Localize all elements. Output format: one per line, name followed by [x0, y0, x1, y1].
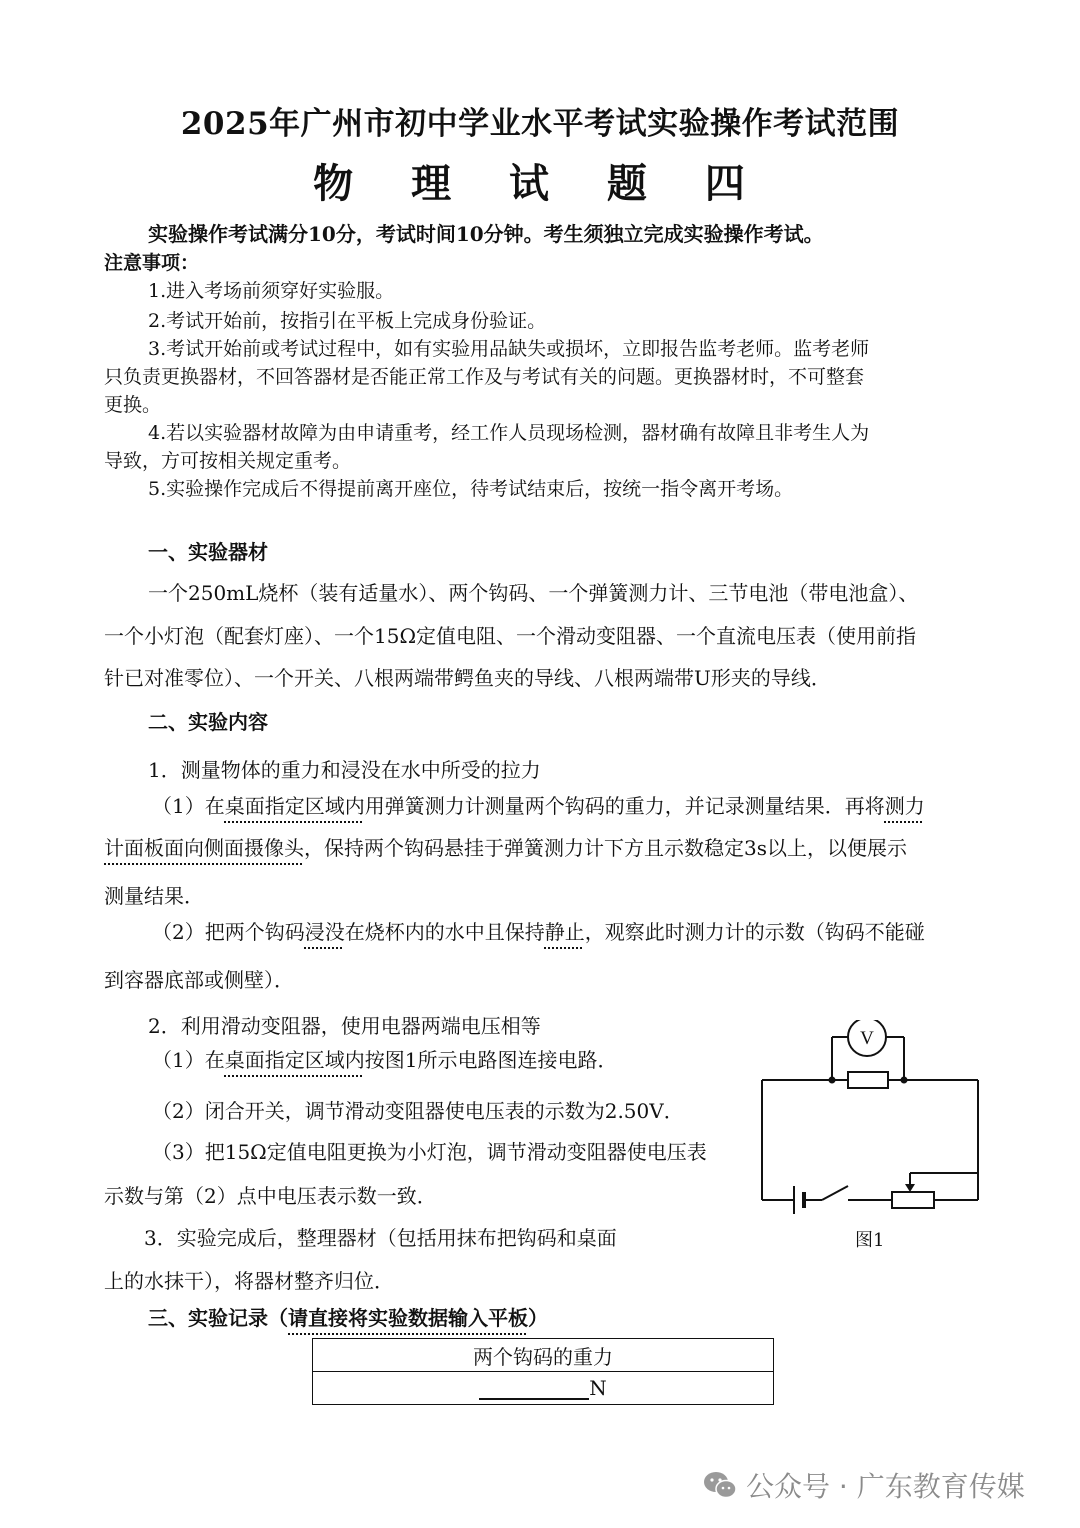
table-header: 两个钩码的重力	[313, 1339, 774, 1372]
notice-line: 导致，方可按相关规定重考。	[104, 450, 352, 472]
page-title: 2025年广州市初中学业水平考试实验操作考试范围	[180, 106, 900, 142]
voltmeter-label: V	[860, 1028, 874, 1049]
rheostat-icon	[892, 1192, 934, 1208]
item2-paragraph2: （2）闭合开关，调节滑动变阻器使电压表的示数为2.50V．	[152, 1099, 684, 1123]
item1-paragraph1-line3: 测量结果．	[104, 884, 204, 908]
watermark-text: 公众号 · 广东教育传媒	[746, 1470, 1025, 1503]
item1-paragraph1-line1: （1）在桌面指定区域内用弹簧测力计测量两个钩码的重力，并记录测量结果．再将测力	[152, 794, 925, 818]
item2-title: 2．利用滑动变阻器，使用电器两端电压相等	[148, 1014, 541, 1038]
circuit-diagram	[750, 1020, 990, 1225]
record-table	[312, 1338, 774, 1405]
notice-heading: 注意事项：	[104, 252, 200, 274]
item1-paragraph2-line2: 到容器底部或侧壁）．	[104, 968, 294, 992]
section-heading-equipment: 一、实验器材	[148, 540, 268, 564]
section-heading-record: 三、实验记录（请直接将实验数据输入平板）	[148, 1306, 548, 1330]
wechat-icon	[702, 1470, 738, 1500]
figure-caption: 图1	[855, 1230, 885, 1251]
item2-paragraph3-line1: （3）把15Ω定值电阻更换为小灯泡，调节滑动变阻器使电压表	[152, 1140, 707, 1164]
equipment-line: 针已对准零位）、一个开关、八根两端带鳄鱼夹的导线、八根两端带U形夹的导线．	[104, 666, 831, 690]
table-answer-cell	[313, 1372, 774, 1405]
resistor-icon	[848, 1072, 888, 1088]
answer-blank	[479, 1376, 589, 1400]
notice-line: 5.实验操作完成后不得提前离开座位，待考试结束后，按统一指令离开考场。	[148, 478, 794, 500]
item1-paragraph1-line2: 计面板面向侧面摄像头，保持两个钩码悬挂于弹簧测力计下方且示数稳定3s以上，以便展示	[104, 836, 907, 860]
notice-line: 4.若以实验器材故障为由申请重考，经工作人员现场检测，器材确有故障且非考生人为	[148, 422, 870, 444]
section-heading-content: 二、实验内容	[148, 710, 268, 734]
notice-line: 更换。	[104, 394, 162, 416]
notice-line: 3.考试开始前或考试过程中，如有实验用品缺失或损坏，立即报告监考老师。监考老师	[148, 338, 870, 360]
item1-paragraph2-line1: （2）把两个钩码浸没在烧杯内的水中且保持静止，观察此时测力计的示数（钩码不能碰	[152, 920, 925, 944]
junction-dot	[829, 1077, 836, 1084]
item3-line1: 3．实验完成后，整理器材（包括用抹布把钩码和桌面	[144, 1226, 617, 1250]
exam-intro: 实验操作考试满分10分，考试时间10分钟。考生须独立完成实验操作考试。	[148, 222, 824, 246]
item2-paragraph1: （1）在桌面指定区域内按图1所示电路图连接电路．	[152, 1048, 618, 1072]
equipment-line: 一个小灯泡（配套灯座）、一个15Ω定值电阻、一个滑动变阻器、一个直流电压表（使用前指	[104, 624, 917, 648]
junction-dot	[901, 1077, 908, 1084]
switch-icon	[822, 1186, 848, 1200]
notice-line: 2.考试开始前，按指引在平板上完成身份验证。	[148, 310, 547, 332]
unit-label: N	[589, 1376, 607, 1400]
slider-arrow-icon	[905, 1184, 915, 1192]
page-subtitle: 物 理 试 题 四	[313, 160, 767, 207]
notice-line: 1.进入考场前须穿好实验服。	[148, 280, 395, 302]
item2-paragraph3-line2: 示数与第（2）点中电压表示数一致．	[104, 1184, 437, 1208]
watermark	[702, 1465, 1025, 1505]
item1-title: 1．测量物体的重力和浸没在水中所受的拉力	[148, 758, 541, 782]
notice-line: 只负责更换器材，不回答器材是否能正常工作及与考试有关的问题。更换器材时，不可整套	[104, 366, 865, 388]
equipment-line: 一个250mL烧杯（装有适量水）、两个钩码、一个弹簧测力计、三节电池（带电池盒）、	[148, 581, 919, 605]
item3-line2: 上的水抹干），将器材整齐归位．	[104, 1269, 394, 1293]
